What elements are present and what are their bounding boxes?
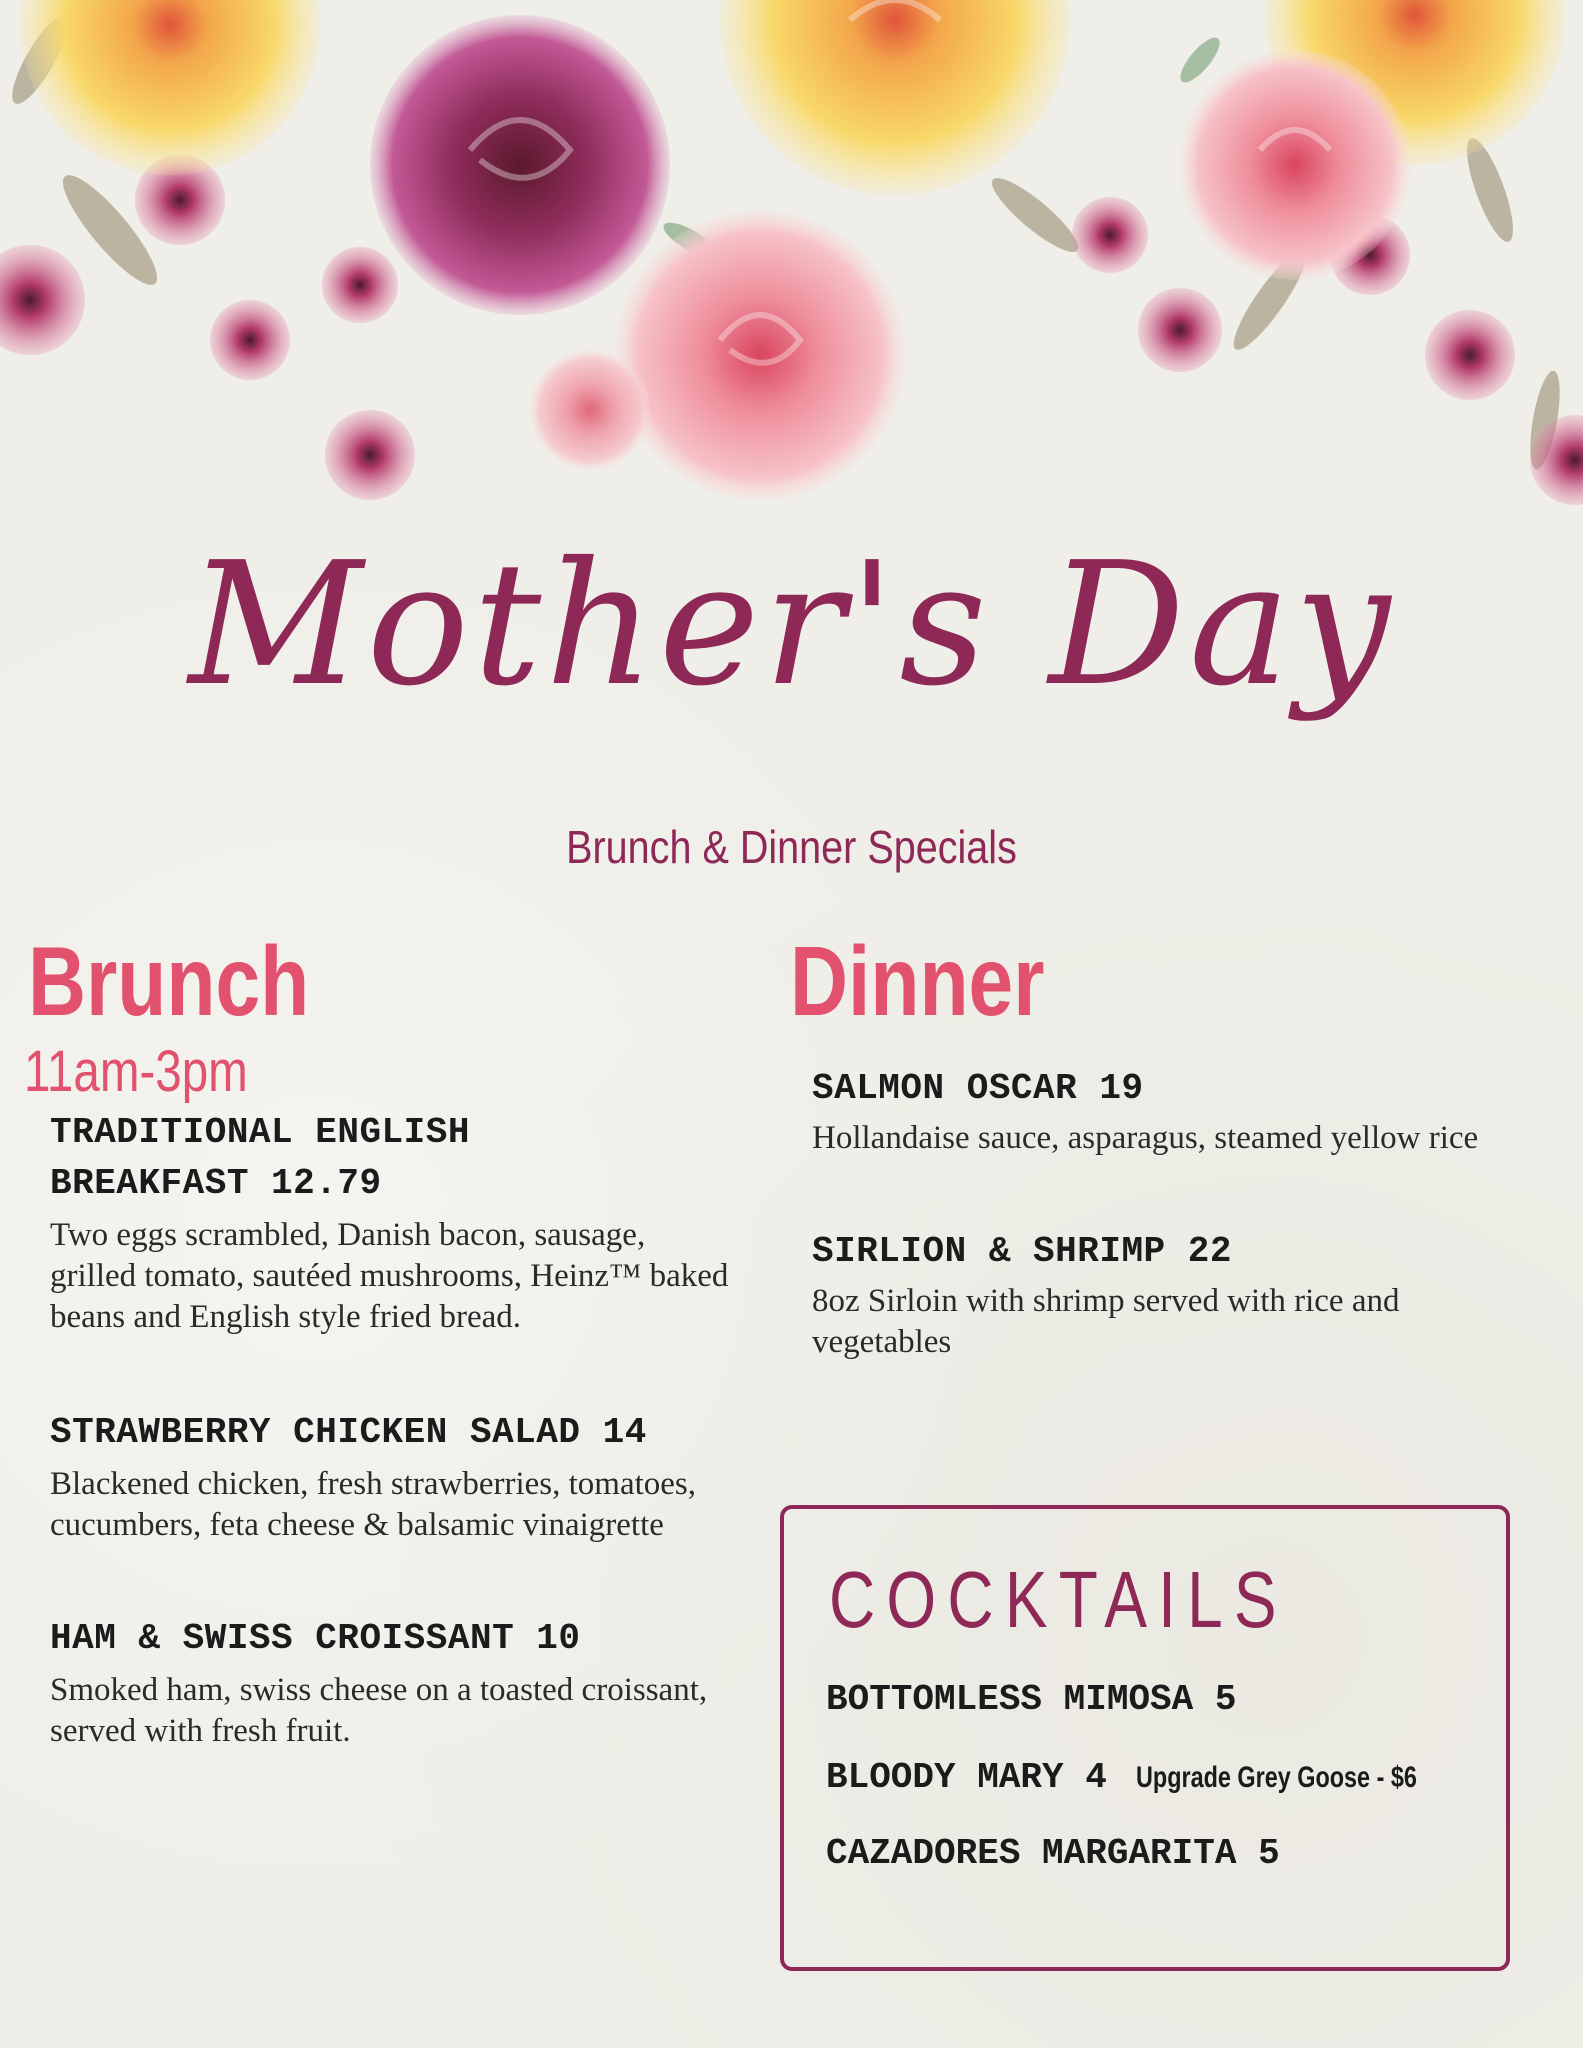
- page-title: Mother's Day: [188, 526, 1395, 724]
- menu-item-description: Hollandaise sauce, asparagus, steamed yellow rice: [812, 1120, 1479, 1156]
- menu-item-name: SALMON OSCAR 19: [812, 1068, 1144, 1109]
- cocktail-item: [826, 1833, 1280, 1874]
- menu-item-name: SIRLION & SHRIMP 22: [812, 1231, 1232, 1272]
- menu-item-description: Smoked ham, swiss cheese on a toasted croissant, served with fresh fruit.: [50, 1672, 708, 1749]
- page-subtitle: Brunch & Dinner Specials: [566, 821, 1017, 873]
- cocktail-name: BOTTOMLESS MIMOSA 5: [826, 1679, 1237, 1720]
- menu-item-name: STRAWBERRY CHICKEN SALAD 14: [50, 1412, 647, 1453]
- cocktails-box: [780, 1505, 1510, 1971]
- brunch-hours: 11am-3pm: [24, 1039, 248, 1104]
- menu-item-description: 8oz Sirloin with shrimp served with rice and vegetables: [812, 1283, 1400, 1360]
- brunch-heading: Brunch: [28, 926, 310, 1036]
- menu-item-description: Blackened chicken, fresh strawberries, tomatoes, cucumbers, feta cheese & balsamic vinaigrette: [50, 1466, 696, 1543]
- menu-item-name: BREAKFAST 12.79: [50, 1163, 382, 1204]
- cocktail-item: [826, 1679, 1236, 1720]
- menu-item-name: HAM & SWISS CROISSANT 10: [50, 1618, 581, 1659]
- cocktail-name: CAZADORES MARGARITA 5: [826, 1833, 1280, 1874]
- cocktails-heading: COCKTAILS: [829, 1555, 1288, 1644]
- cocktail-item: [826, 1757, 1497, 1798]
- dinner-heading: Dinner: [790, 926, 1045, 1036]
- cocktail-name: BLOODY MARY 4: [826, 1757, 1107, 1798]
- menu-item-name: TRADITIONAL ENGLISH: [50, 1112, 470, 1153]
- cocktail-upgrade-note: Upgrade Grey Goose - $6: [1136, 1761, 1418, 1794]
- menu-item-description: Two eggs scrambled, Danish bacon, sausage, grilled tomato, sautéed mushrooms, Heinz™ baked beans and English style fried bread.: [50, 1217, 729, 1335]
- floral-watercolor-header: [0, 0, 1583, 560]
